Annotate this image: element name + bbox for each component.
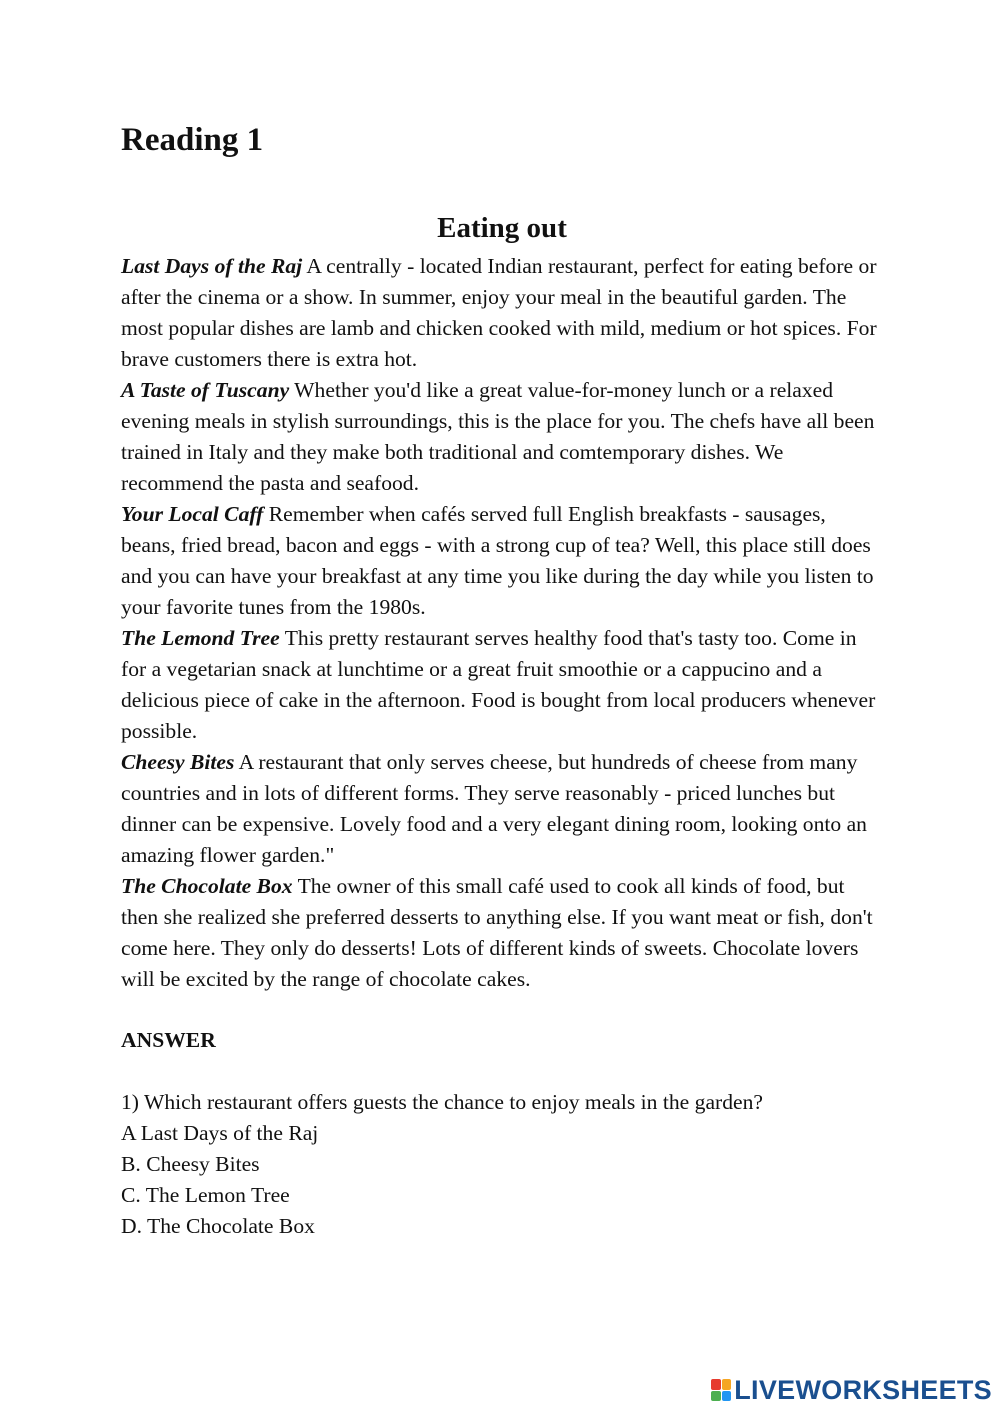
logo-square-icon <box>722 1391 732 1402</box>
restaurant-description: A centrally - located Indian restaurant, perfect for eating before or after the cinema or a show. In summer, enjoy your meal in the beautiful garden. The most popular dishes are lamb and chicken cooked with mild, medium or hot spices. For brave customers there is extra hot. <box>121 254 877 371</box>
liveworksheets-logo-icon <box>711 1379 731 1401</box>
answer-heading: ANSWER <box>121 1028 216 1052</box>
article-title: Eating out <box>437 212 567 244</box>
logo-square-icon <box>722 1379 732 1390</box>
restaurant-entry <box>121 623 881 747</box>
restaurant-name: Last Days of the Raj <box>121 254 303 278</box>
restaurant-entry <box>121 251 881 375</box>
question-text: 1) Which restaurant offers guests the chance to enjoy meals in the garden? <box>121 1090 763 1114</box>
logo-square-icon <box>711 1379 721 1390</box>
restaurant-description: This pretty restaurant serves healthy food that's tasty too. Come in for a vegetarian snack at lunchtime or a great fruit smoothie or a cappucino and a delicious piece of cake in the afternoon. Food is bought from local producers whenever possible. <box>121 626 876 743</box>
restaurant-name: A Taste of Tuscany <box>121 378 290 402</box>
restaurant-name: Cheesy Bites <box>121 750 235 774</box>
restaurant-name: Your Local Caff <box>121 502 264 526</box>
restaurant-entry <box>121 499 881 623</box>
answer-option-d[interactable]: D. The Chocolate Box <box>121 1214 315 1238</box>
answer-option-b[interactable]: B. Cheesy Bites <box>121 1152 260 1176</box>
liveworksheets-wordmark: LIVEWORKSHEETS <box>734 1375 992 1405</box>
restaurant-description: Whether you'd like a great value-for-money lunch or a relaxed evening meals in stylish surroundings, this is the place for you. The chefs have all been trained in Italy and they make both traditional and comtemporary dishes. We recommend the pasta and seafood. <box>121 378 875 495</box>
restaurant-entry <box>121 871 881 995</box>
restaurant-entry <box>121 375 881 499</box>
page-title: Reading 1 <box>121 122 264 158</box>
restaurant-description: A restaurant that only serves cheese, but hundreds of cheese from many countries and in lots of different forms. They serve reasonably - priced lunches but dinner can be expensive. Lovely food and a very elegant dining room, looking onto an amazing flower garden." <box>121 750 867 867</box>
liveworksheets-brand <box>711 1375 992 1405</box>
restaurant-description: The owner of this small café used to cook all kinds of food, but then she realized she preferred desserts to anything else. If you want meat or fish, don't come here. They only do desserts! Lots of different kinds of sweets. Chocolate lovers will be excited by the range of chocolate cakes. <box>121 874 873 991</box>
logo-square-icon <box>711 1391 721 1402</box>
restaurant-name: The Lemond Tree <box>121 626 280 650</box>
restaurant-entry <box>121 747 881 871</box>
restaurant-name: The Chocolate Box <box>121 874 293 898</box>
article <box>121 207 881 995</box>
restaurant-description: Remember when cafés served full English breakfasts - sausages, beans, fried bread, bacon and eggs - with a strong cup of tea? Well, this place still does and you can have your breakfast at any time you like during the day while you listen to your favorite tunes from the 1980s. <box>121 502 874 619</box>
answer-option-c[interactable]: C. The Lemon Tree <box>121 1183 290 1207</box>
question-block <box>121 1087 881 1242</box>
answer-option-a[interactable]: A Last Days of the Raj <box>121 1121 319 1145</box>
